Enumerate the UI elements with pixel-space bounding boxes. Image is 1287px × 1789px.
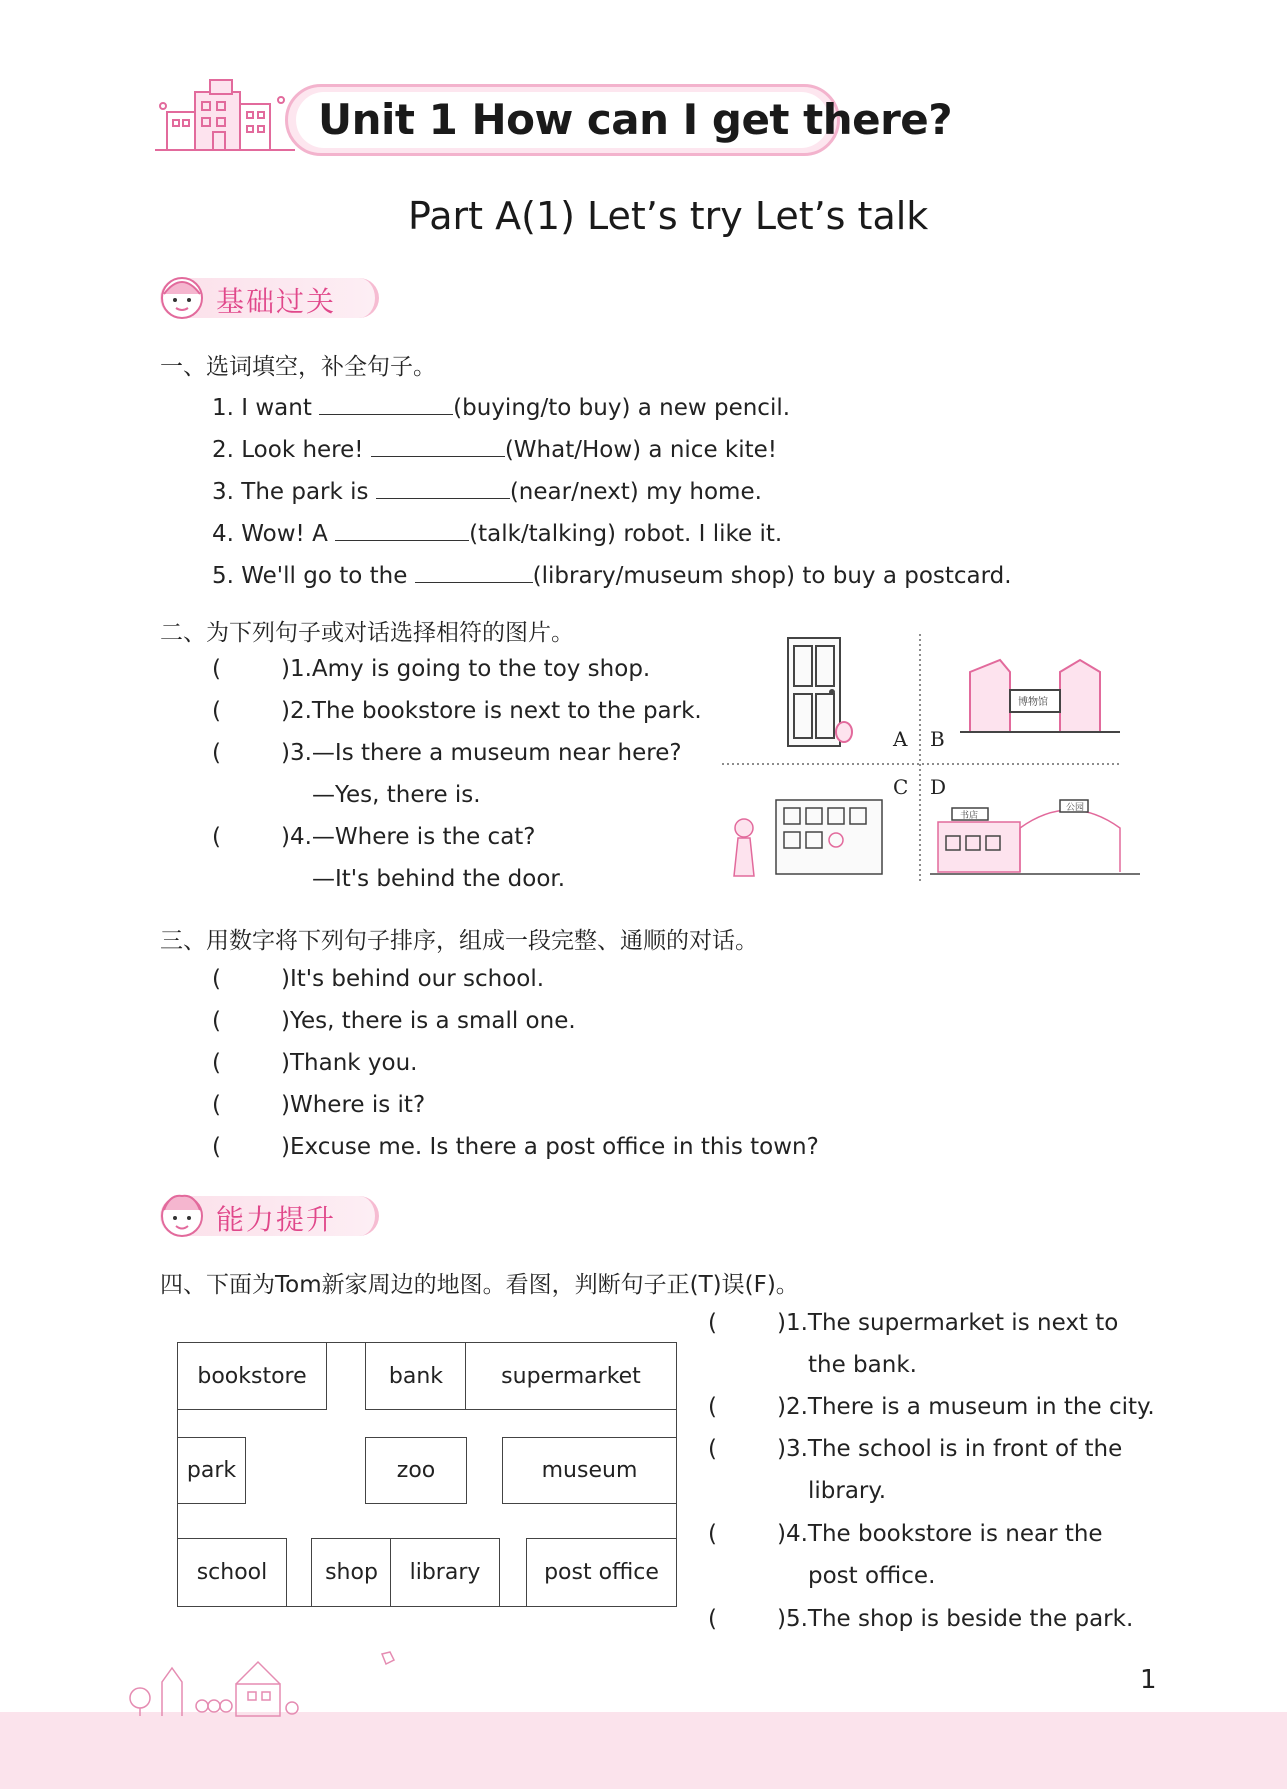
map-post-office: post office [526,1538,677,1607]
q1-item [212,518,782,547]
q3-item [212,966,544,992]
q4-item [708,1394,1155,1420]
q1-item [212,560,1012,589]
footer-band [0,1712,1287,1789]
map-shop: shop [311,1538,392,1607]
q1-heading: 一、选词填空，补全句子。 [160,354,436,380]
q3-heading: 三、用数字将下列句子排序，组成一段完整、通顺的对话。 [160,928,758,954]
picture-label-a: A [893,727,908,751]
q1-item [212,434,777,463]
answer-paren[interactable]: ( ) [212,824,290,850]
q4-item [708,1521,1103,1547]
section-basic-title: 基础过关 [216,285,337,318]
map-bank: bank [365,1342,467,1410]
q1-item-num: 1. [212,395,234,421]
q3-item [212,1008,576,1034]
q2-item-text: Amy is going to the toy shop. [311,656,651,682]
answer-paren[interactable]: ( ) [708,1521,786,1547]
q1-item-num: 3. [212,479,234,505]
q1-item-before: Look here! [241,437,371,463]
footer-town-illustration [120,1648,420,1718]
q1-item-num: 5. [212,563,234,589]
map-library: library [390,1538,500,1607]
q2-picture-panel [720,632,1160,884]
answer-paren[interactable]: ( ) [708,1310,786,1336]
q1-item-after: (library/museum shop) to buy a postcard. [532,563,1012,589]
picture-label-c: C [893,775,909,799]
answer-blank[interactable] [376,476,510,499]
q1-item [212,392,790,421]
museum-picture [960,660,1120,732]
map-museum: museum [502,1437,677,1504]
q4-heading: 四、下面为Tom新家周边的地图。看图，判断句子正(T)误(F)。 [160,1272,799,1298]
q2-item [212,698,702,724]
header-building-illustration [155,72,305,162]
answer-paren[interactable]: ( ) [212,740,290,766]
answer-paren[interactable]: ( ) [708,1436,786,1462]
q4-item [708,1606,1133,1632]
picture-label-d: D [930,775,947,799]
answer-blank[interactable] [415,560,533,583]
answer-paren[interactable]: ( ) [212,1134,290,1160]
section-ability-title: 能力提升 [216,1203,337,1236]
q4-item-text: There is a museum in the city. [807,1394,1155,1420]
q1-item-after: (What/How) a nice kite! [504,437,778,463]
answer-paren[interactable]: ( ) [708,1606,786,1632]
answer-blank[interactable] [335,518,469,541]
q4-item-num: 4. [785,1521,808,1547]
q3-item [212,1092,425,1118]
q1-item-after: (near/next) my home. [509,479,762,505]
q4-item-cont: the bank. [808,1352,917,1378]
museum-sign: 博物馆 [1018,697,1048,708]
map-zoo: zoo [365,1437,467,1504]
map-bookstore: bookstore [177,1342,327,1410]
boy-mascot-icon [158,1190,206,1240]
q2-item-text: —Is there a museum near here? [311,740,682,766]
q4-item-text: The shop is beside the park. [807,1606,1134,1632]
answer-blank[interactable] [371,434,505,457]
q4-item [708,1310,1118,1336]
q4-item-text: The school is in front of the [807,1436,1123,1462]
answer-paren[interactable]: ( ) [708,1394,786,1420]
q4-item-cont: library. [808,1478,887,1504]
picture-label-b: B [930,727,945,751]
q2-item-text: The bookstore is next to the park. [311,698,702,724]
q3-item [212,1050,417,1076]
q1-item-num: 4. [212,521,234,547]
q3-item-text: Excuse me. Is there a post office in this town? [289,1134,819,1160]
q1-item-after: (talk/talking) robot. I like it. [469,521,783,547]
toy-shop-picture [734,800,882,876]
q2-item-num: 3. [289,740,312,766]
q3-item-text: Thank you. [289,1050,418,1076]
q3-item-text: It's behind our school. [289,966,545,992]
map-supermarket: supermarket [465,1342,677,1410]
q4-item-num: 2. [785,1394,808,1420]
q2-item [212,656,650,682]
bookstore-sign: 书店 [960,811,979,821]
q1-item [212,476,762,505]
door-picture [788,638,852,746]
q4-item-cont: post office. [808,1563,936,1589]
q1-item-num: 2. [212,437,234,463]
answer-paren[interactable]: ( ) [212,698,290,724]
answer-paren[interactable]: ( ) [212,1050,290,1076]
q1-item-before: I want [241,395,320,421]
answer-paren[interactable]: ( ) [212,1008,290,1034]
q2-item-num: 1. [289,656,312,682]
q4-item-num: 3. [785,1436,808,1462]
map-park: park [177,1437,246,1504]
page-number: 1 [1140,1665,1157,1695]
answer-paren[interactable]: ( ) [212,656,290,682]
q2-item-num: 2. [289,698,312,724]
q2-item-reply: —Yes, there is. [312,782,481,808]
q1-item-before: We'll go to the [241,563,415,589]
girl-mascot-icon [158,272,206,322]
q2-item-num: 4. [289,824,312,850]
q1-item-after: (buying/to buy) a new pencil. [453,395,791,421]
q4-item-num: 1. [785,1310,808,1336]
q4-item-text: The bookstore is near the [807,1521,1103,1547]
q1-item-before: The park is [241,479,376,505]
q4-item-text: The supermarket is next to [807,1310,1119,1336]
q2-item [212,740,682,766]
q1-item-before: Wow! A [241,521,336,547]
park-sign: 公园 [1066,803,1085,813]
q2-item-reply: —It's behind the door. [312,866,566,892]
answer-paren[interactable]: ( ) [212,1092,290,1118]
q3-item-text: Yes, there is a small one. [289,1008,576,1034]
q2-heading: 二、为下列句子或对话选择相符的图片。 [160,620,574,646]
unit-title: Unit 1 How can I get there? [318,95,953,144]
q3-item [212,1134,819,1160]
map-school: school [177,1538,287,1607]
part-title: Part A(1) Let’s try Let’s talk [408,194,929,238]
q2-item-text: —Where is the cat? [311,824,536,850]
q4-item [708,1436,1122,1462]
answer-paren[interactable]: ( ) [212,966,290,992]
q3-item-text: Where is it? [289,1092,426,1118]
answer-blank[interactable] [319,392,453,415]
q4-item-num: 5. [785,1606,808,1632]
q2-item [212,824,536,850]
